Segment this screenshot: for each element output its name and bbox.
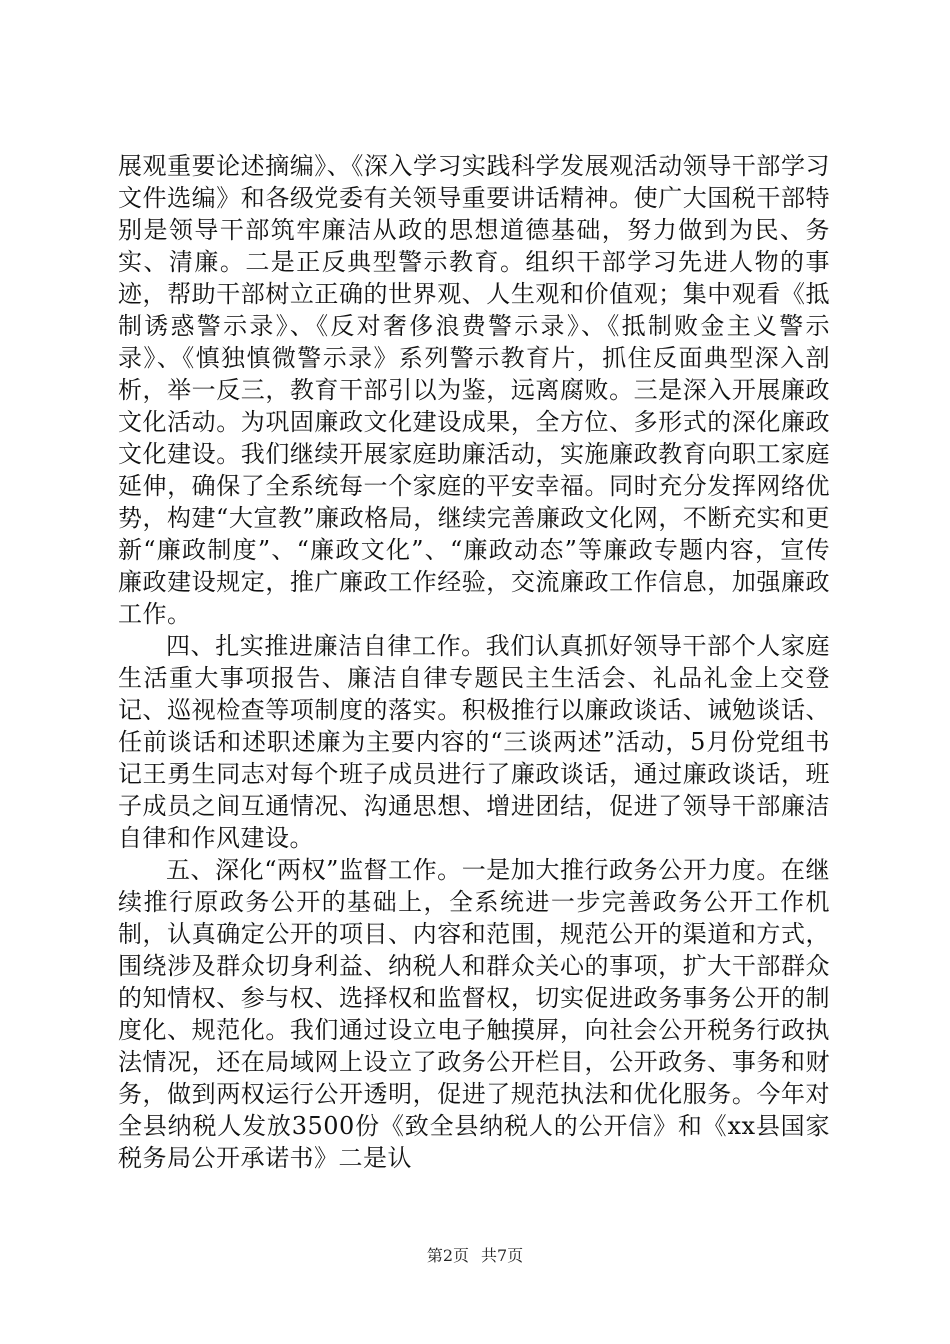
paragraph-section-four: 四、扎实推进廉洁自律工作。我们认真抓好领导干部个人家庭生活重大事项报告、廉洁自律专题民主生活会、礼品礼金上交登记、巡视检查等项制度的落实。积极推行以廉政谈话、诫勉谈话、任前谈话和述职述廉为主要内容的“三谈两述”活动，5月份党组书记王勇生同志对每个班子成员进行了廉政谈话，通过廉政谈话，班子成员之间互通情况、沟通思想、增进团结，促进了领导干部廉洁自律和作风建设。	[118, 632, 830, 852]
paragraph-continued: 展观重要论述摘编》、《深入学习实践科学发展观活动领导干部学习文件选编》和各级党委有关领导重要讲话精神。使广大国税干部特别是领导干部筑牢廉洁从政的思想道德基础，努力做到为民、务实、清廉。二是正反典型警示教育。组织干部学习先进人物的事迹，帮助干部树立正确的世界观、人生观和价值观；集中观看《抵制诱惑警示录》、《反对奢侈浪费警示录》、《抵制败金主义警示录》、《慎独慎微警示录》系列警示教育片，抓住反面典型深入剖析，举一反三，教育干部引以为鉴，远离腐败。三是深入开展廉政文化活动。为巩固廉政文化建设成果，全方位、多形式的深化廉政文化建设。我们继续开展家庭助廉活动，实施廉政教育向职工家庭延伸，确保了全系统每一个家庭的平安幸福。同时充分发挥网络优势，构建“大宣教”廉政格局，继续完善廉政文化网，不断充实和更新“廉政制度”、“廉政文化”、“廉政动态”等廉政专题内容，宣传廉政建设规定，推广廉政工作经验，交流廉政工作信息，加强廉政工作。	[118, 152, 830, 628]
page-number-current: 第2页	[426, 1246, 469, 1265]
page-number-total: 共7页	[481, 1246, 524, 1265]
paragraph-section-five: 五、深化“两权”监督工作。一是加大推行政务公开力度。在继续推行原政务公开的基础上，全系统进一步完善政务公开工作机制，认真确定公开的项目、内容和范围，规范公开的渠道和方式，围绕涉及群众切身利益、纳税人和群众关心的事项，扩大干部群众的知情权、参与权、选择权和监督权，切实促进政务事务公开的制度化、规范化。我们通过设立电子触摸屏，向社会公开税务行政执法情况，还在局域网上设立了政务公开栏目，公开政务、事务和财务，做到两权运行公开透明，促进了规范执法和优化服务。今年对全县纳税人发放3500份《致全县纳税人的公开信》和《xx县国家税务局公开承诺书》二是认	[118, 856, 830, 1172]
document-body	[118, 150, 830, 1174]
page-footer	[0, 1246, 950, 1266]
